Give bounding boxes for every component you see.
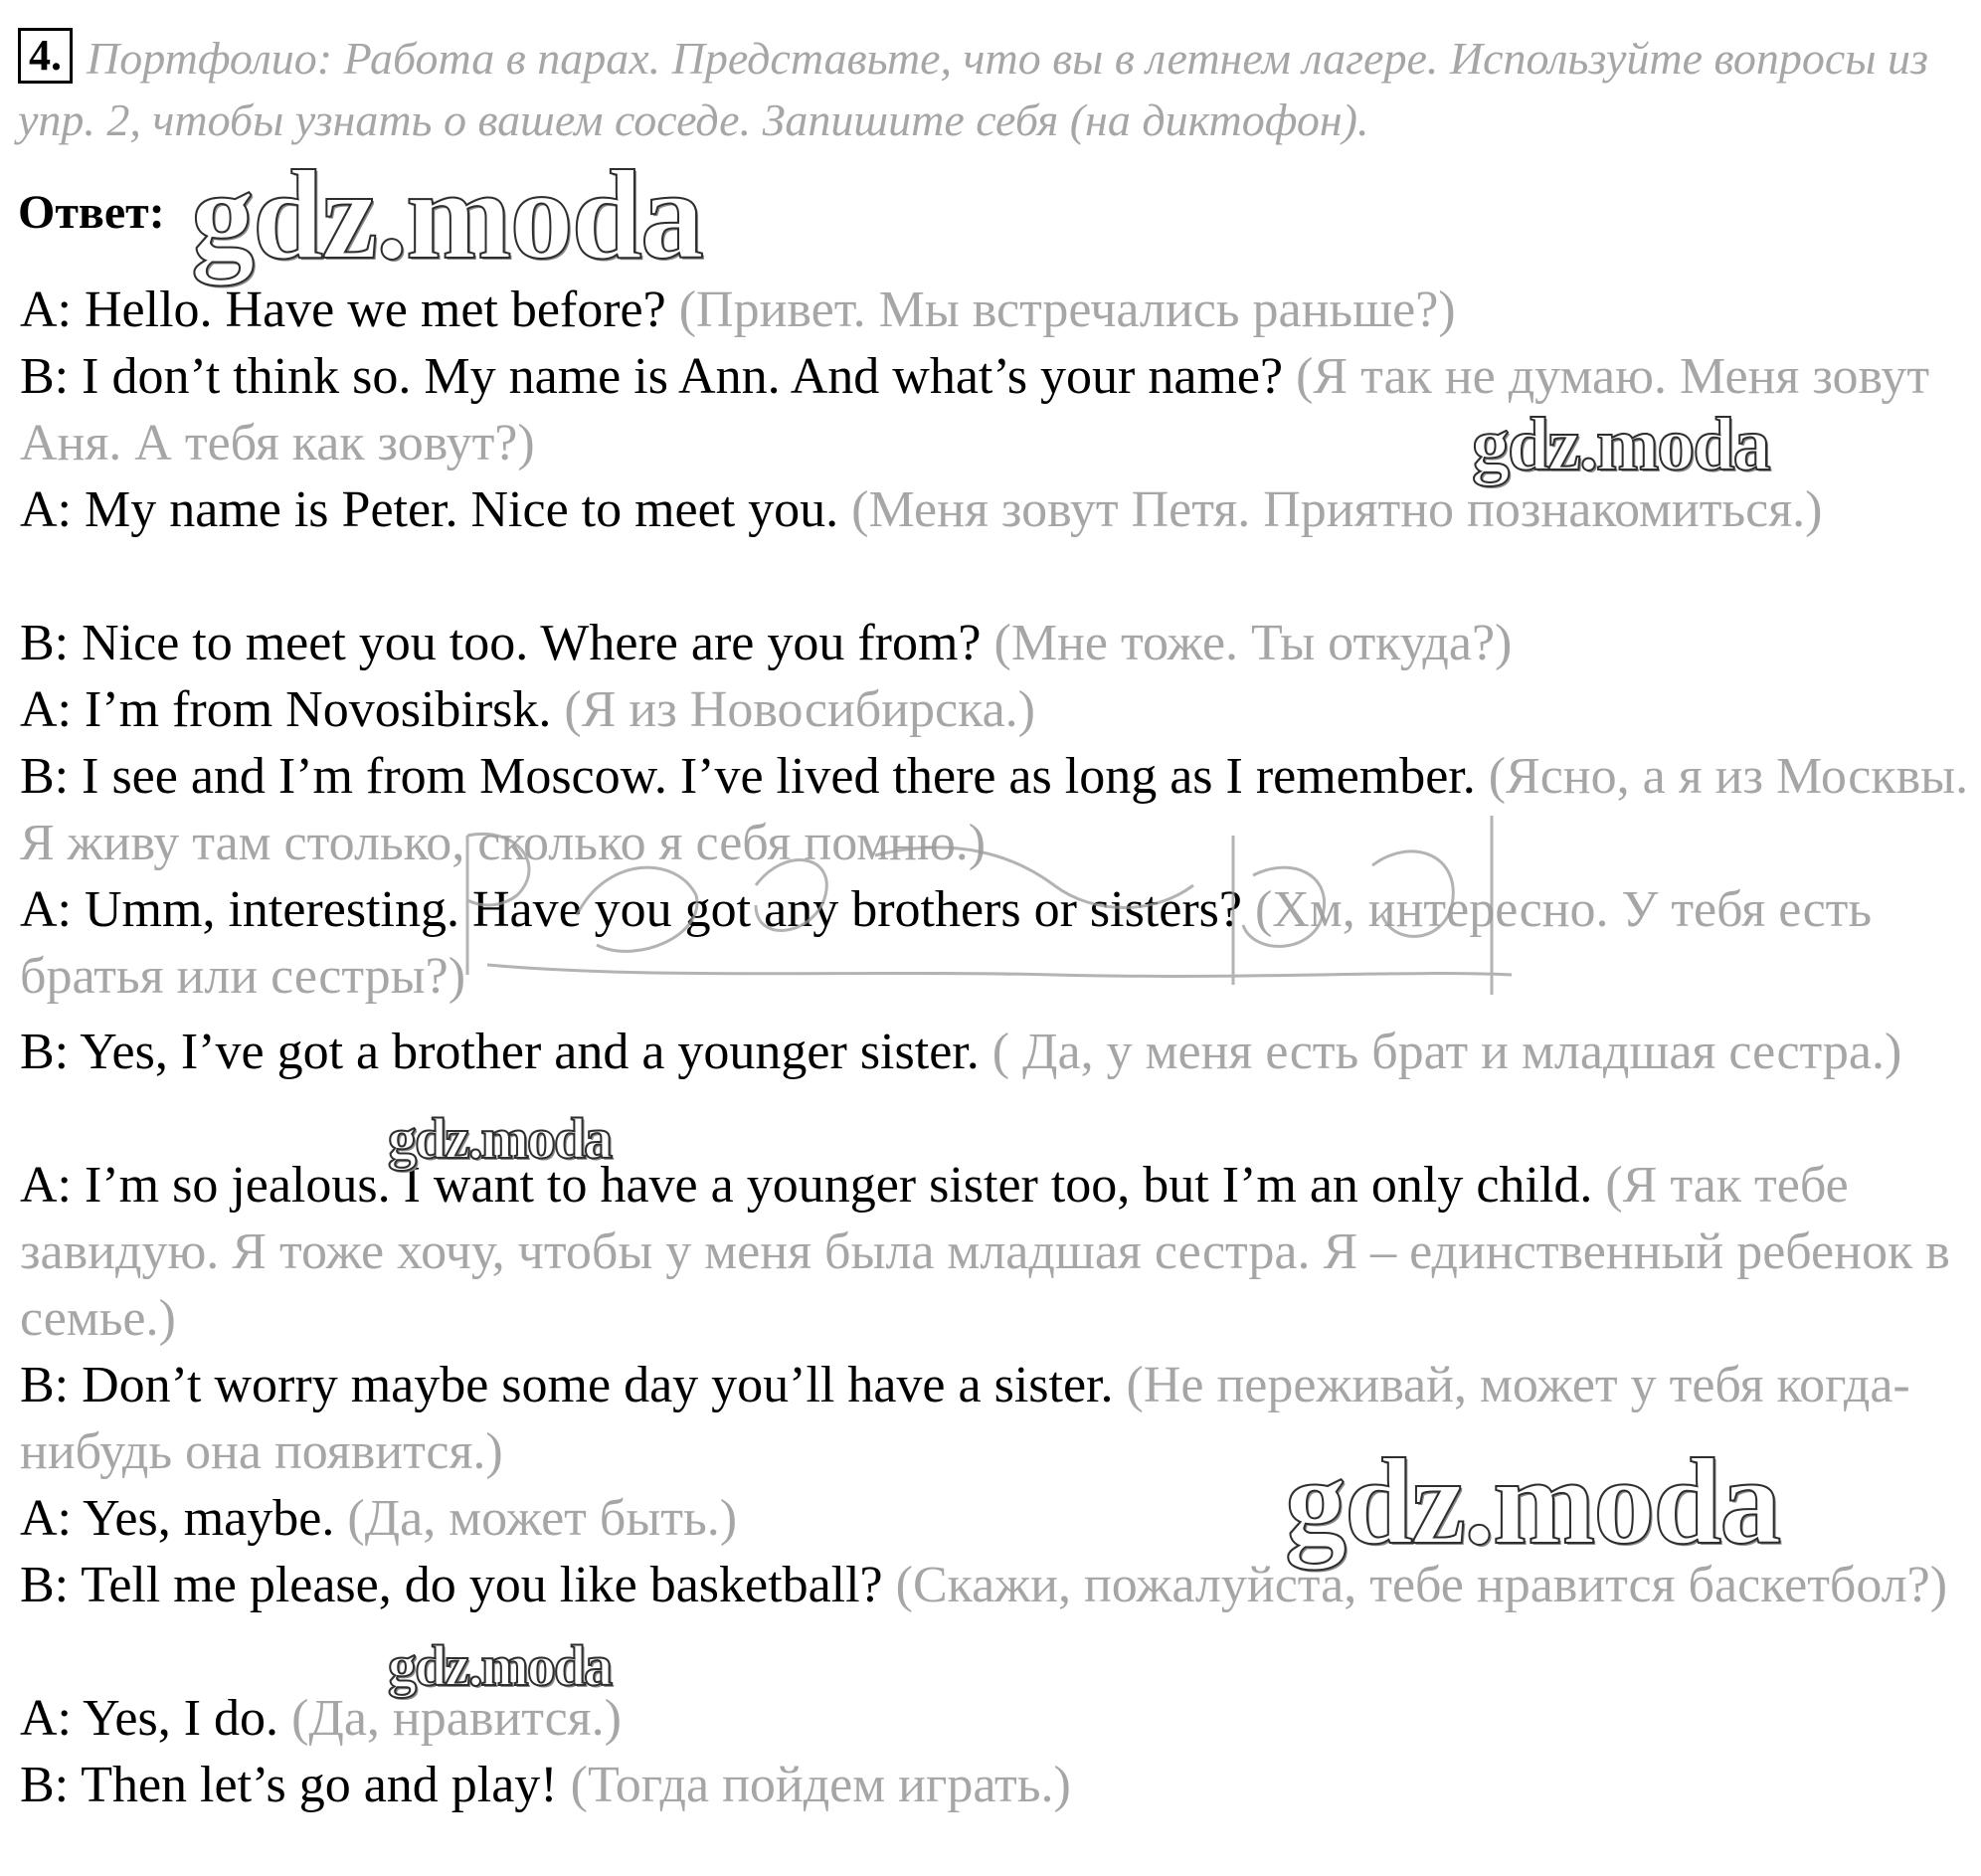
task-text: Портфолио: Работа в парах. Представьте, что вы в летнем лагере. Используйте вопросы из упр. 2, чтобы узнать о вашем соседе. Запишите себя (на диктофон).: [18, 33, 1928, 145]
line-translation: (Я из Новосибирска.): [564, 681, 1035, 738]
dialogue-line: [20, 676, 1969, 743]
line-translation: (Хм, интересно. У тебя есть братья или сестры?): [20, 881, 1873, 1005]
dialogue-line: [20, 610, 1969, 676]
watermark-logo: gdz.moda: [388, 1633, 612, 1698]
line-english: B: Yes, I’ve got a brother and a younger sister.: [20, 1024, 980, 1080]
line-translation: (Мне тоже. Ты откуда?): [993, 615, 1513, 671]
dialogue-line: [20, 1752, 1969, 1818]
watermark-logo: gdz.moda: [191, 144, 702, 285]
line-translation: (Да, может быть.): [347, 1490, 738, 1547]
line-english: B: Then let’s go and play!: [20, 1757, 558, 1813]
dialogue-line: [20, 1152, 1969, 1352]
dialogue-line: [20, 277, 1969, 343]
watermark-logo: gdz.moda: [388, 1106, 612, 1171]
task-instruction: [18, 28, 1957, 151]
line-english: B: Nice to meet you too. Where are you from?: [20, 615, 982, 671]
line-english: B: I don’t think so. My name is Ann. And what’s your name?: [20, 348, 1284, 405]
line-english: B: I see and I’m from Moscow. I’ve lived there as long as I remember.: [20, 748, 1476, 805]
line-translation: (Привет. Мы встречались раньше?): [678, 281, 1456, 338]
line-english: B: Don’t worry maybe some day you’ll have a sister.: [20, 1357, 1114, 1413]
line-translation: (Я так не думаю. Меня зовут Аня. А тебя как зовут?): [20, 348, 1930, 471]
line-translation: (Да, нравится.): [291, 1690, 622, 1747]
watermark-logo: gdz.moda: [1472, 403, 1769, 486]
line-translation: (Не переживай, может у тебя когда-нибудь она появится.): [20, 1357, 1910, 1480]
line-english: A: I’m from Novosibirsk.: [20, 681, 552, 738]
line-english: A: I’m so jealous. I want to have a younger sister too, but I’m an only child.: [20, 1157, 1593, 1214]
line-english: A: My name is Peter. Nice to meet you.: [20, 481, 839, 538]
line-english: B: Tell me please, do you like basketball?: [20, 1557, 883, 1613]
dialogue-line: [20, 1019, 1969, 1085]
line-english: A: Umm, interesting. Have you got any brothers or sisters?: [20, 881, 1242, 938]
line-translation: (Ясно, а я из Москвы. Я живу там столько, сколько я себя помню.): [20, 748, 1969, 871]
watermark-logo: gdz.moda: [1285, 1433, 1780, 1570]
line-translation: (Тогда пойдем играть.): [570, 1757, 1071, 1813]
dialogue-line: [20, 1685, 1969, 1752]
scribble-watermark: [457, 796, 1531, 1015]
task-number-badge: 4.: [18, 28, 73, 84]
answer-label: Ответ:: [18, 186, 165, 239]
line-english: A: Yes, maybe.: [20, 1490, 335, 1547]
line-english: A: Yes, I do.: [20, 1690, 279, 1747]
line-translation: (Скажи, пожалуйста, тебе нравится баскетбол?): [895, 1557, 1948, 1613]
line-translation: (Я так тебе завидую. Я тоже хочу, чтобы у меня была младшая сестра. Я – единственный ребенок в семье.): [20, 1157, 1950, 1347]
line-english: A: Hello. Have we met before?: [20, 281, 666, 338]
line-translation: ( Да, у меня есть брат и младшая сестра.): [991, 1024, 1902, 1080]
line-translation: (Меня зовут Петя. Приятно познакомиться.): [851, 481, 1823, 538]
